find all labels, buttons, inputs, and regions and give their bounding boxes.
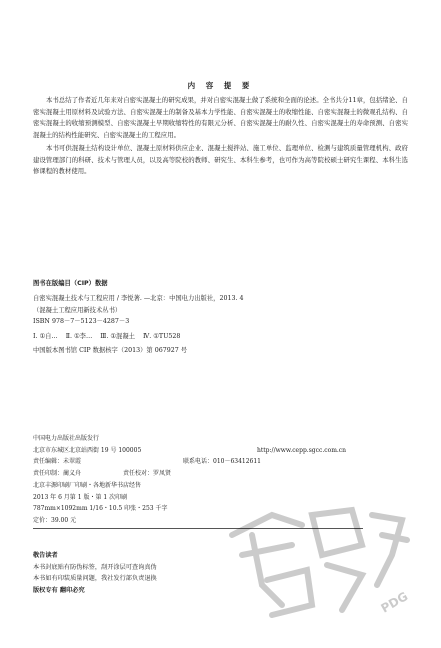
abstract-paragraph-2: 本书可供混凝土结构设计单位、混凝土原材料供应企业、混凝土搅拌站、施工单位、监理单位、检测与建筑质量管理机构、政府建设管理部门的科研、技术与管理人员，以及高等院校的教师、研究生、本科生参考，也可作为高等院校硕士研究生课程、本科生选修课程的教材使用。 [33,144,408,175]
production-row [33,468,363,480]
price: 定价：39.00 元 [33,516,77,524]
cip-record-number: 中国版本图书馆 CIP 数据核字（2013）第 067927 号 [33,347,188,355]
cip-class-2: Ⅱ. ①李… [65,332,93,340]
abstract-section [33,95,408,180]
publisher-website: http://www.cepp.sgcc.com.cn [257,446,347,454]
notice-line-2: 本书如有印装质量问题，我社发行部负责退换 [33,575,157,583]
publisher-address-row [33,445,363,457]
edition: 2013 年 6 月第 1 版・第 1 次印刷 [33,493,128,501]
cip-isbn: ISBN 978－7－5123－4287－3 [33,318,130,326]
proofreader: 责任校对：罗凤贤 [123,470,172,478]
editor-row [33,456,363,468]
watermark-seal [212,495,412,625]
print-supervisor: 责任印制：蔺义舟 [33,470,82,478]
cip-class-4: Ⅳ. ①TU528 [142,332,181,340]
cip-series-line: （混凝土工程应用新技术丛书） [33,306,122,314]
printer: 北京丰源印刷厂印刷・各地新华书店经售 [33,481,142,489]
publisher-name: 中国电力出版社出版发行 [33,435,100,442]
abstract-paragraph-1: 本书总结了作者近几年来对自密实混凝土的研究成果，并对自密实混凝土做了系统和全面的论述。全书共分11章，包括绪论、自密实混凝土用原材料及试验方法、自密实混凝土的制备及基本力学性能、自密实混凝土的收缩性能、自密实混凝土的微观孔结构、自密实混凝土的收缩预测模型、自密实混凝土早期收缩特性的有限元分析、自密实混凝土的耐久性、自密实混凝土的寿命预测、自密实混凝土的结构性能研究、自密实混凝土的工程应用。 [33,96,408,139]
book-format: 787mm×1092mm 1/16・10.5 印张・253 千字 [33,505,168,513]
publisher-address: 北京市东城区北京站西街 19 号 100005 [33,446,142,454]
cip-section [33,278,413,356]
notice-label: 敬告读者 [33,552,58,559]
cip-heading: 图书在版编目（CIP）数据 [33,280,108,287]
cip-classification [33,331,413,342]
cip-class-3: Ⅲ. ①混凝土 [100,332,135,340]
notice-line-1: 本书封底贴有防伪标签，刮开涂层可查询真伪 [33,563,157,571]
abstract-title: 内 容 提 要 [187,81,254,90]
cip-title-line: 自密实混凝土技术与工程应用 / 李悦著. —北京：中国电力出版社，2013. 4 [33,295,244,303]
watermark-text: PDG [378,589,411,616]
copyright-notice: 版权专有 翻印必究 [33,586,85,594]
contact-phone: 联系电话：010－63412611 [183,458,261,466]
responsible-editor: 责任编辑：未翠霞 [33,458,82,466]
cip-class-1: Ⅰ. ①自… [33,332,58,340]
